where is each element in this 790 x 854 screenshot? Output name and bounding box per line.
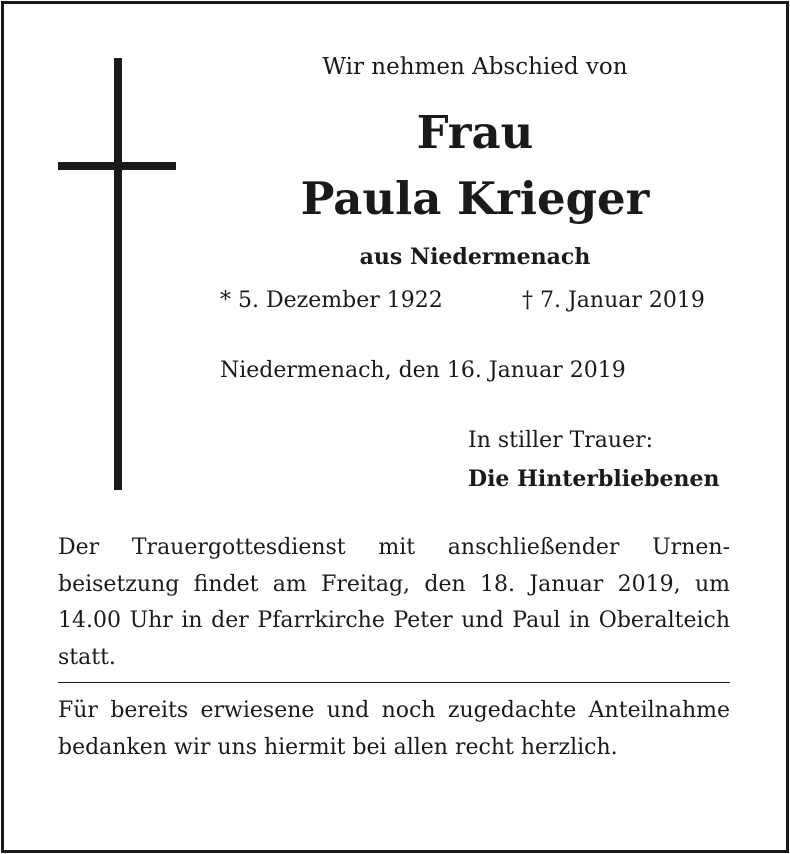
service-paragraph: Der Trauergottesdienst mit anschließender Urnenbeisetzung findet am Freitag, den 18. Januar 2019, um 14.00 Uhr in der Pfarrkirche Peter und Paul in Oberalteich statt. bbox=[58, 535, 730, 670]
thanks-paragraph: Für bereits erwiesene und noch zugedachte Anteilnahme bedanken wir uns hiermit bei allen recht herzlich. bbox=[58, 698, 730, 760]
deceased-name: Paula Krieger bbox=[300, 172, 650, 225]
death-date: † 7. Januar 2019 bbox=[522, 288, 705, 313]
birth-date: * 5. Dezember 1922 bbox=[220, 288, 443, 313]
title-salutation: Frau bbox=[416, 106, 534, 159]
place-and-date: Niedermenach, den 16. Januar 2019 bbox=[220, 358, 626, 383]
mourning-label: In stiller Trauer: bbox=[468, 428, 654, 453]
mourning-signers: Die Hinterbliebenen bbox=[468, 466, 720, 492]
intro-text: Wir nehmen Abschied von bbox=[322, 54, 628, 80]
cross-vertical-bar bbox=[114, 58, 122, 490]
section-divider bbox=[58, 682, 730, 683]
origin-text: aus Niedermenach bbox=[359, 244, 591, 270]
cross-horizontal-bar bbox=[58, 162, 176, 170]
